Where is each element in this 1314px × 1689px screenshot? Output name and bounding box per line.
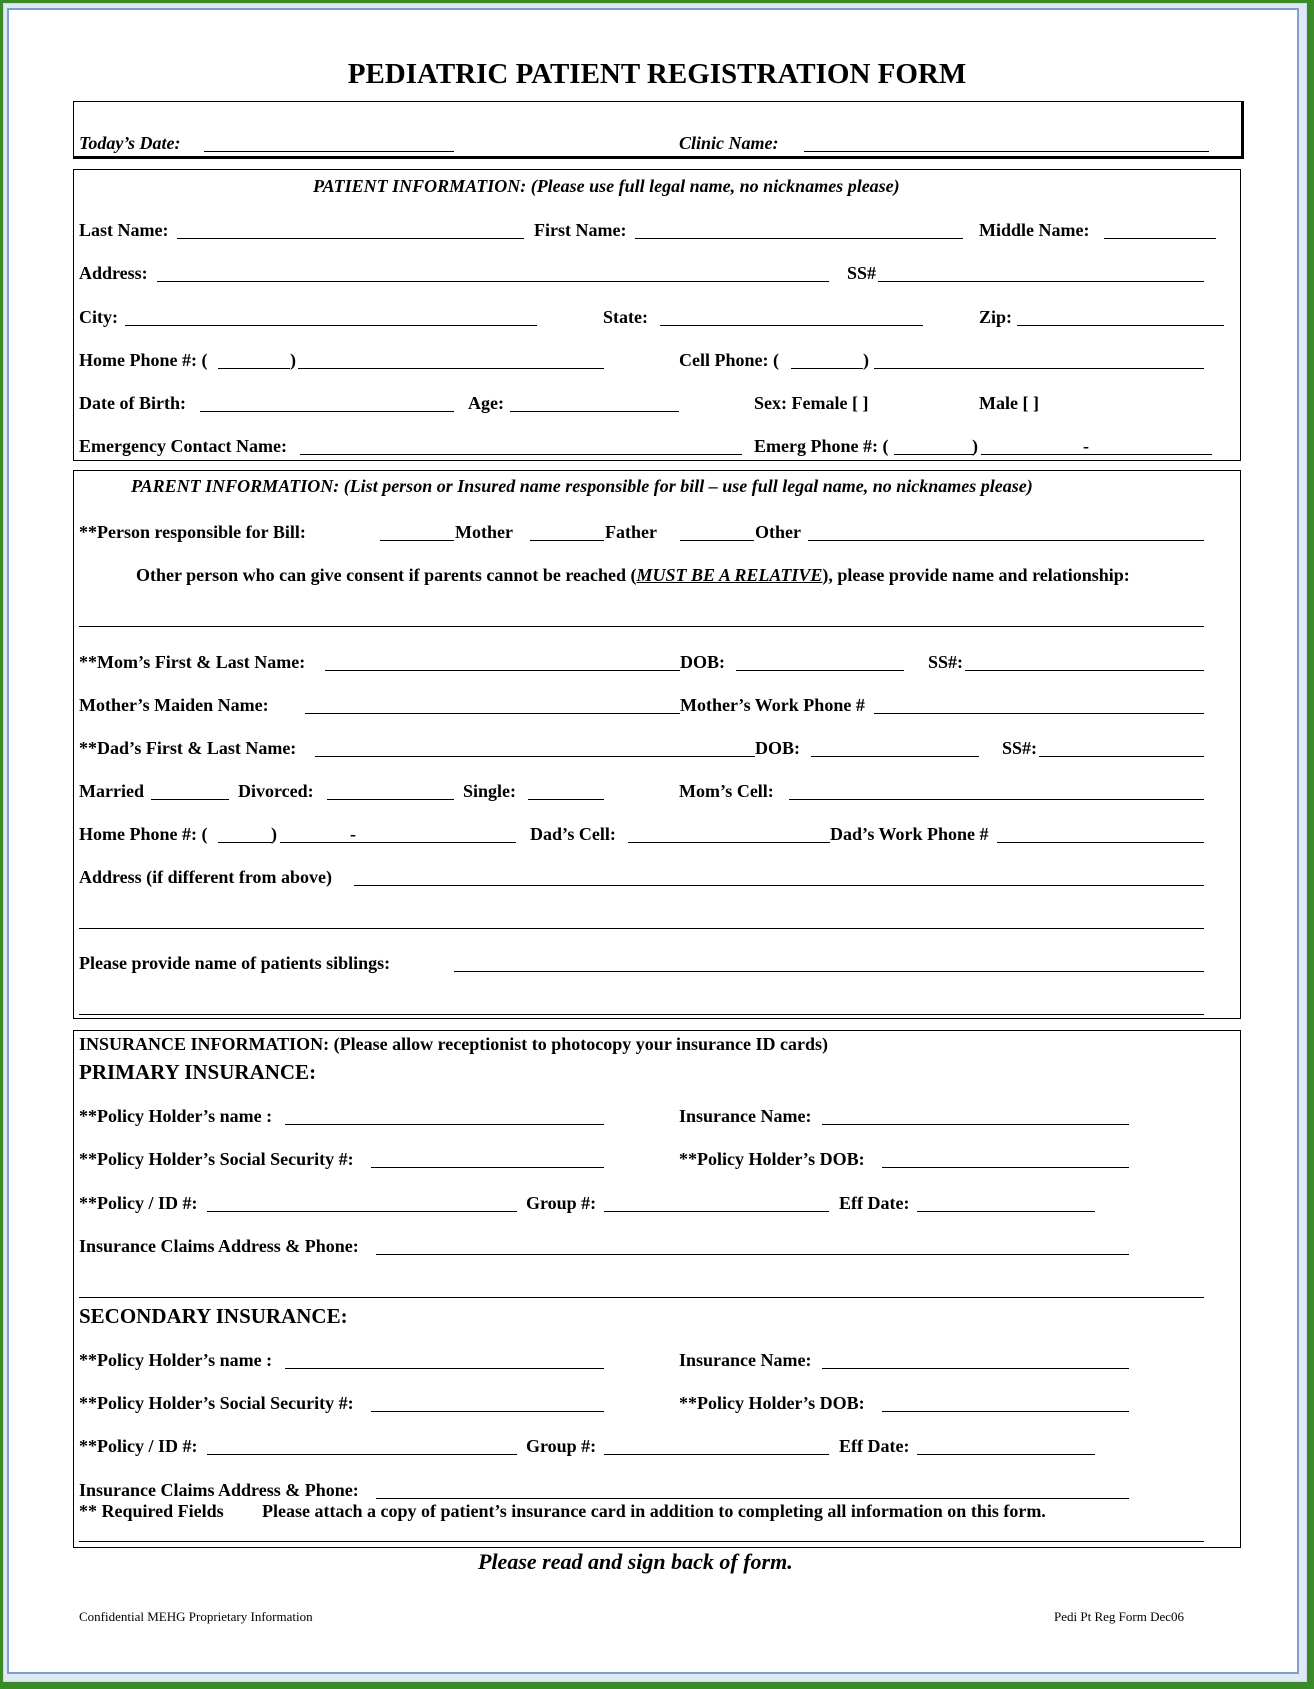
p-group-label: Group #:: [526, 1193, 597, 1213]
siblings-field-2[interactable]: [79, 1014, 1204, 1015]
s-group-field[interactable]: [604, 1454, 829, 1455]
siblings-field[interactable]: [454, 971, 1204, 972]
s-holder-name-field[interactable]: [285, 1368, 604, 1369]
s-eff-date-field[interactable]: [917, 1454, 1095, 1455]
emerg-phone-area-field[interactable]: [894, 454, 974, 455]
address-label: Address:: [79, 263, 148, 283]
address-field[interactable]: [157, 281, 829, 282]
s-holder-name-label: **Policy Holder’s name :: [79, 1350, 273, 1370]
mom-dob-label: DOB:: [680, 652, 725, 672]
dad-name-label: **Dad’s First & Last Name:: [79, 738, 297, 758]
emergency-name-label: Emergency Contact Name:: [79, 436, 287, 456]
dob-label: Date of Birth:: [79, 393, 186, 413]
home-phone-label: Home Phone #: (: [79, 350, 208, 370]
married-field[interactable]: [151, 799, 229, 800]
s-group-label: Group #:: [526, 1436, 597, 1456]
p-ins-name-label: Insurance Name:: [679, 1106, 812, 1126]
required-fields-note: ** Required Fields: [79, 1501, 224, 1521]
middle-name-field[interactable]: [1104, 238, 1216, 239]
mom-ss-label: SS#:: [928, 652, 964, 672]
p-claims-field-2[interactable]: [79, 1297, 1204, 1298]
first-name-label: First Name:: [534, 220, 627, 240]
city-label: City:: [79, 307, 118, 327]
consent-pre: Other person who can give consent if parents cannot be reached (: [136, 565, 637, 585]
emerg-phone-dash: -: [1083, 436, 1089, 456]
s-claims-field[interactable]: [376, 1498, 1129, 1499]
other-check-field[interactable]: [680, 540, 754, 541]
p-ins-name-field[interactable]: [822, 1124, 1129, 1125]
age-label: Age:: [468, 393, 504, 413]
todays-date-field[interactable]: [204, 151, 454, 152]
married-label: Married: [79, 781, 144, 801]
last-name-label: Last Name:: [79, 220, 169, 240]
home-phone-area-field[interactable]: [218, 368, 290, 369]
dad-work-phone-label: Dad’s Work Phone #: [830, 824, 989, 844]
alt-address-label: Address (if different from above): [79, 867, 332, 887]
p-eff-date-label: Eff Date:: [839, 1193, 910, 1213]
dad-ss-field[interactable]: [1039, 756, 1204, 757]
alt-address-field-2[interactable]: [79, 928, 1204, 929]
mother-label: Mother: [455, 522, 513, 542]
dad-work-phone-field[interactable]: [997, 842, 1204, 843]
single-field[interactable]: [528, 799, 604, 800]
other-label: Other: [755, 522, 801, 542]
p-policy-id-field[interactable]: [207, 1211, 517, 1212]
emerg-phone-label: Emerg Phone #: (: [754, 436, 889, 456]
insurance-heading: INSURANCE INFORMATION: (Please allow receptionist to photocopy your insurance ID cards): [79, 1034, 828, 1054]
dad-cell-label: Dad’s Cell:: [530, 824, 616, 844]
parent-info-heading: PARENT INFORMATION: (List person or Insured name responsible for bill – use full legal name, no nicknames please): [131, 476, 1033, 496]
sex-female-checkbox[interactable]: Sex: Female [ ]: [754, 393, 869, 413]
p-holder-dob-label: **Policy Holder’s DOB:: [679, 1149, 865, 1169]
p-holder-dob-field[interactable]: [882, 1167, 1129, 1168]
p-holder-name-label: **Policy Holder’s name :: [79, 1106, 273, 1126]
mother-check-field[interactable]: [380, 540, 454, 541]
form-title: PEDIATRIC PATIENT REGISTRATION FORM: [347, 58, 967, 90]
footer-right: Pedi Pt Reg Form Dec06: [1054, 1609, 1184, 1624]
p-claims-field[interactable]: [376, 1254, 1129, 1255]
clinic-name-field[interactable]: [804, 151, 1209, 152]
zip-field[interactable]: [1017, 325, 1224, 326]
patient-info-box: [73, 169, 1241, 461]
ss-label: SS#: [847, 263, 877, 283]
emergency-name-field[interactable]: [300, 454, 742, 455]
city-field[interactable]: [125, 325, 537, 326]
single-label: Single:: [463, 781, 517, 801]
consent-text: [136, 565, 1130, 585]
mom-cell-field[interactable]: [789, 799, 1204, 800]
mom-work-phone-label: Mother’s Work Phone #: [680, 695, 865, 715]
parent-home-phone-label: Home Phone #: (: [79, 824, 208, 844]
s-holder-dob-label: **Policy Holder’s DOB:: [679, 1393, 865, 1413]
mom-dob-field[interactable]: [736, 670, 904, 671]
state-label: State:: [603, 307, 648, 327]
state-field[interactable]: [660, 325, 923, 326]
other-field[interactable]: [808, 540, 1204, 541]
mom-name-label: **Mom’s First & Last Name:: [79, 652, 306, 672]
parent-home-phone-dash: -: [350, 824, 356, 844]
consent-must: MUST BE A RELATIVE: [636, 565, 823, 585]
p-holder-name-field[interactable]: [285, 1124, 604, 1125]
mom-cell-label: Mom’s Cell:: [679, 781, 774, 801]
cell-phone-field[interactable]: [874, 368, 1204, 369]
s-eff-date-label: Eff Date:: [839, 1436, 910, 1456]
p-claims-label: Insurance Claims Address & Phone:: [79, 1236, 359, 1256]
dad-name-field[interactable]: [315, 756, 755, 757]
s-ins-name-label: Insurance Name:: [679, 1350, 812, 1370]
divorced-field[interactable]: [327, 799, 454, 800]
secondary-insurance-heading: SECONDARY INSURANCE:: [79, 1304, 348, 1328]
zip-label: Zip:: [979, 307, 1013, 327]
parent-home-phone-close: ): [271, 824, 277, 844]
middle-name-label: Middle Name:: [979, 220, 1090, 240]
p-eff-date-field[interactable]: [917, 1211, 1095, 1212]
father-label: Father: [605, 522, 657, 542]
cell-phone-area-field[interactable]: [791, 368, 863, 369]
cell-phone-close: ): [863, 350, 869, 370]
first-name-field[interactable]: [635, 238, 963, 239]
primary-insurance-heading: PRIMARY INSURANCE:: [79, 1060, 317, 1084]
ss-field[interactable]: [878, 281, 1204, 282]
home-phone-close: ): [290, 350, 296, 370]
father-check-field[interactable]: [530, 540, 604, 541]
p-holder-ss-label: **Policy Holder’s Social Security #:: [79, 1149, 354, 1169]
maiden-name-field[interactable]: [305, 713, 680, 714]
s-holder-dob-field[interactable]: [882, 1411, 1129, 1412]
mom-ss-field[interactable]: [965, 670, 1204, 671]
home-phone-field[interactable]: [298, 368, 604, 369]
footer-left: Confidential MEHG Proprietary Information: [79, 1609, 313, 1624]
dad-dob-field[interactable]: [811, 756, 979, 757]
dob-field[interactable]: [200, 411, 454, 412]
s-ins-name-field[interactable]: [822, 1368, 1129, 1369]
parent-home-phone-area-field[interactable]: [218, 842, 273, 843]
p-holder-ss-field[interactable]: [371, 1167, 604, 1168]
last-name-field[interactable]: [177, 238, 524, 239]
parent-home-phone-field[interactable]: [280, 842, 516, 843]
maiden-name-label: Mother’s Maiden Name:: [79, 695, 269, 715]
s-claims-label: Insurance Claims Address & Phone:: [79, 1480, 359, 1500]
consent-post: ), please provide name and relationship:: [822, 565, 1130, 585]
responsible-label: **Person responsible for Bill:: [79, 522, 306, 542]
dad-cell-field[interactable]: [628, 842, 830, 843]
patient-info-heading: PATIENT INFORMATION: (Please use full legal name, no nicknames please): [313, 176, 900, 196]
final-line[interactable]: [79, 1541, 1204, 1542]
s-holder-ss-label: **Policy Holder’s Social Security #:: [79, 1393, 354, 1413]
attach-card-note: Please attach a copy of patient’s insurance card in addition to completing all information on this form.: [262, 1501, 1046, 1521]
emerg-phone-close: ): [972, 436, 978, 456]
dad-dob-label: DOB:: [755, 738, 800, 758]
age-field[interactable]: [510, 411, 679, 412]
sex-male-checkbox[interactable]: Male [ ]: [979, 393, 1039, 413]
s-holder-ss-field[interactable]: [371, 1411, 604, 1412]
s-policy-id-field[interactable]: [207, 1454, 517, 1455]
dad-ss-label: SS#:: [1002, 738, 1038, 758]
emerg-phone-field[interactable]: [981, 454, 1212, 455]
p-group-field[interactable]: [604, 1211, 829, 1212]
todays-date-label: Today’s Date:: [79, 133, 181, 153]
mom-name-field[interactable]: [325, 670, 680, 671]
divorced-label: Divorced:: [238, 781, 314, 801]
s-policy-id-label: **Policy / ID #:: [79, 1436, 198, 1456]
consent-field[interactable]: [79, 626, 1204, 627]
mom-work-phone-field[interactable]: [874, 713, 1204, 714]
alt-address-field[interactable]: [354, 885, 1204, 886]
sign-back-note: Please read and sign back of form.: [478, 1549, 793, 1574]
clinic-name-label: Clinic Name:: [679, 133, 779, 153]
siblings-label: Please provide name of patients siblings:: [79, 953, 391, 973]
p-policy-id-label: **Policy / ID #:: [79, 1193, 198, 1213]
cell-phone-label: Cell Phone: (: [679, 350, 779, 370]
